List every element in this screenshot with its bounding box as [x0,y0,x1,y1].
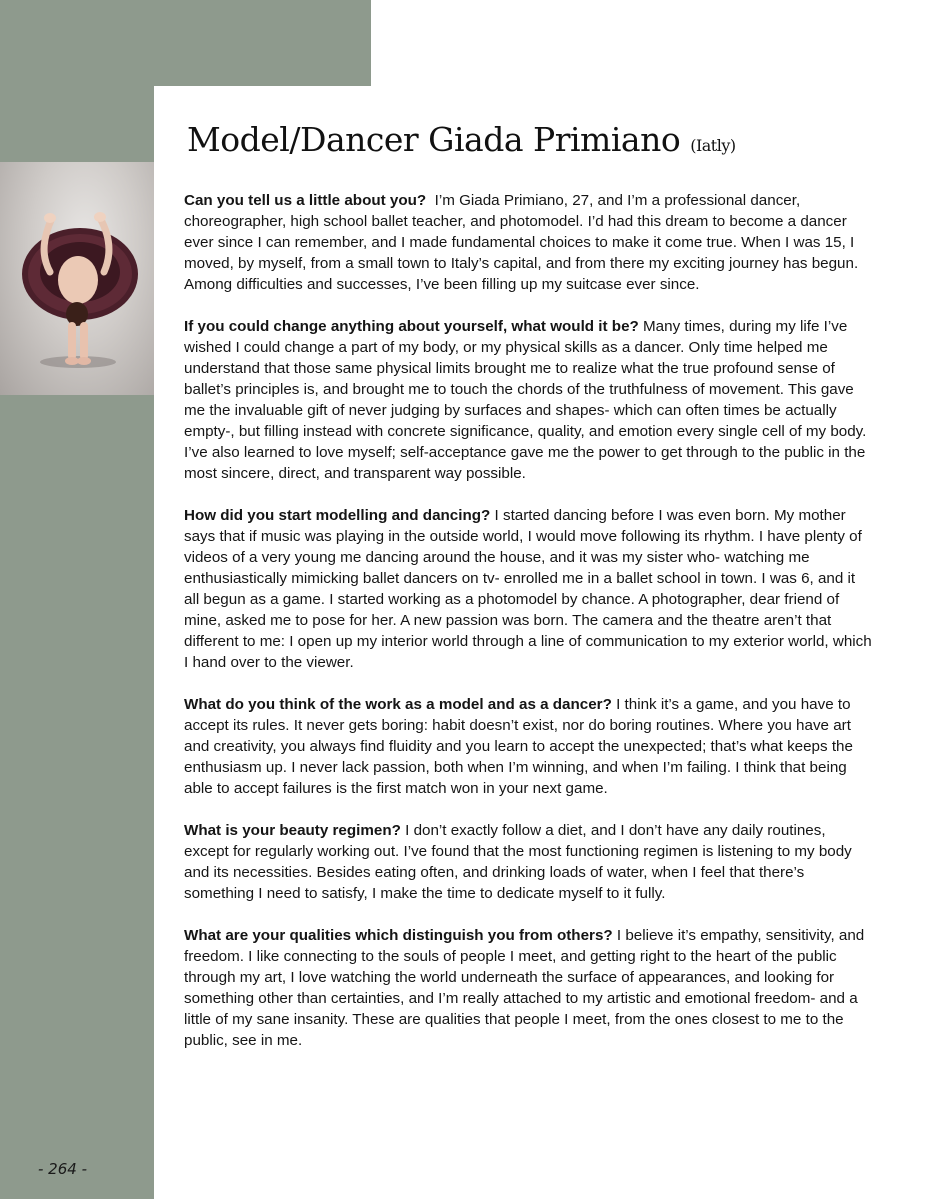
answer: I believe it’s empathy, sensitivity, and freedom. I like connecting to the souls of people I meet, and getting right to the heart of the public through my art, I love watching the world underneath the surface of appearances, and looking for something other than certainties, and I’m really attached to my artistic and emotional freedom- and a little of my sane insanity. These are qualities that people I meet, from the ones closest to me to the public, see in me. [184,927,865,1049]
dancer-illustration [0,162,154,395]
question: Can you tell us a little about you? [184,192,427,209]
page-title [187,120,736,159]
question: If you could change anything about yourself, what would it be? [184,318,639,335]
title-country: (Iatly) [690,136,736,155]
answer: I started dancing before I was even born. My mother says that if music was playing in the outside world, I would move following its rhythm. I have plenty of videos of a very young me dancing around the house, and it was my sister who- watching me enthusiastically mimicking ballet dancers on tv- enrolled me in a ballet school in town. I was 6, and it all begun as a game. I started working as a photomodel by chance. A photographer, dear friend of mine, asked me to pose for her. A new passion was born. The camera and the theatre aren’t that different to me: I open up my interior world through a line of communication to my exterior world, which I hand over to the viewer. [184,507,872,671]
qa-item [184,190,872,295]
answer: I think it’s a game, and you have to accept its rules. It never gets boring: habit doesn’t exist, nor do boring routines. Where you have art and creativity, you always find fluidity and you learn to accept the unexpected; that’s what keeps the enthusiasm up. I never lack passion, both when I’m winning, and when I’m failing. I think that being able to accept failures is the first match won in your next game. [184,696,853,797]
qa-item [184,316,872,484]
qa-item [184,694,872,799]
title-name: Model/Dancer Giada Primiano [187,120,681,159]
top-color-band [154,0,371,86]
question: What is your beauty regimen? [184,822,401,839]
question: How did you start modelling and dancing? [184,507,491,524]
qa-item [184,925,872,1051]
question: What do you think of the work as a model and as a dancer? [184,696,612,713]
interview-body [184,190,872,1072]
qa-item [184,505,872,673]
question: What are your qualities which distinguish you from others? [184,927,613,944]
answer: I’m Giada Primiano, 27, and I’m a professional dancer, choreographer, high school ballet teacher, and photomodel. I’d had this dream to become a dancer ever since I can remember, and I made fundamental choices to make it come true. When I was 15, I moved, by myself, from a small town to Italy’s capital, and from there my exciting journey has begun. Among difficulties and successes, I’ve been filling up my suitcase ever since. [184,192,859,293]
answer: Many times, during my life I’ve wished I could change a part of my body, or my physical skills as a dancer. Only time helped me understand that those same physical limits brought me to realize what the true profound sense of ballet’s principles is, and brought me to touch the chords of the truthfulness of movement. This gave me the invaluable gift of never judging by surfaces and shapes- which can often times be actually empty-, but filling instead with concrete significance, quality, and emotion every single cell of my body. I’ve also learned to love myself; self-acceptance gave me the power to get through to the public in the most sincere, direct, and transparent way possible. [184,318,867,482]
qa-item [184,820,872,904]
answer: I don’t exactly follow a diet, and I don’t have any daily routines, except for regularly working out. I’ve found that the most functioning regimen is listening to my body and its necessities. Besides eating often, and drinking loads of water, when I feel that there’s something I need to satisfy, I make the time to dedicate myself to it fully. [184,822,852,902]
dancer-photo [0,162,154,395]
page-number: - 264 - [38,1160,87,1178]
